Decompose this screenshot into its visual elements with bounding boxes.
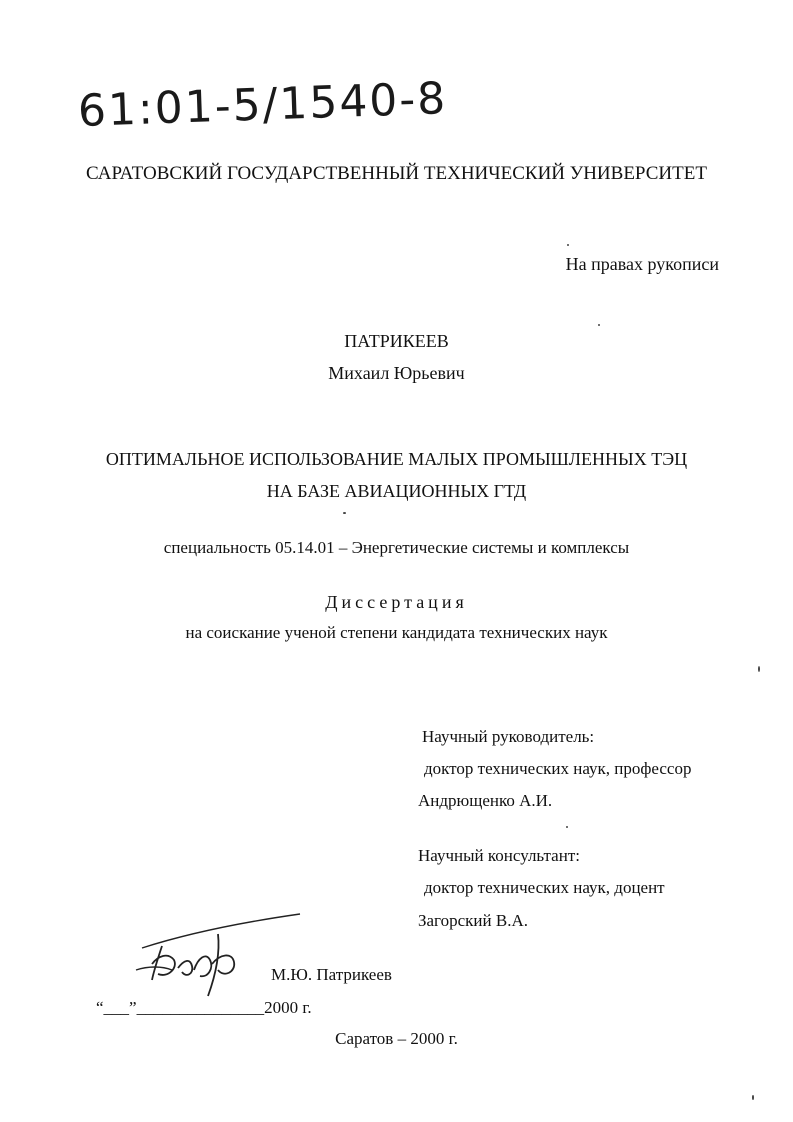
date-year: 2000 г.	[264, 998, 312, 1017]
university-name: САРАТОВСКИЙ ГОСУДАРСТВЕННЫЙ ТЕХНИЧЕСКИЙ УНИВЕРСИТЕТ	[86, 163, 707, 184]
scan-speck	[598, 324, 600, 326]
scan-speck	[567, 244, 569, 246]
scan-speck	[566, 826, 568, 828]
supervisor-label: Научный руководитель:	[422, 727, 595, 746]
scan-speck	[758, 666, 760, 672]
city-year: Саратов – 2000 г.	[335, 1029, 458, 1048]
degree: на соискание ученой степени кандидата технических наук	[185, 623, 608, 642]
date-open-quote: “	[96, 998, 104, 1017]
date-line	[96, 998, 312, 1018]
supervisor-rank: доктор технических наук, профессор	[424, 759, 692, 778]
consultant-rank: доктор технических наук, доцент	[424, 878, 665, 897]
title-line-2: НА БАЗЕ АВИАЦИОННЫХ ГТД	[266, 481, 527, 501]
specialty: специальность 05.14.01 – Энергетические системы и комплексы	[163, 538, 630, 557]
rights-note: На правах рукописи	[565, 254, 719, 274]
date-month-blank: _______________	[136, 998, 265, 1017]
signature-name: М.Ю. Патрикеев	[271, 965, 392, 984]
scan-speck	[343, 512, 346, 514]
signature-scribble	[128, 908, 308, 1000]
author-surname: ПАТРИКЕЕВ	[344, 331, 449, 351]
date-day-blank: ___	[103, 998, 130, 1017]
consultant-name: Загорский В.А.	[418, 911, 528, 930]
work-type: Диссертация	[325, 592, 468, 612]
archive-code: 61:01-5/1540-8	[77, 73, 449, 137]
author-given-names: Михаил Юрьевич	[328, 363, 465, 383]
date-close-quote: ”	[129, 998, 137, 1017]
consultant-label: Научный консультант:	[418, 846, 580, 865]
scan-speck	[752, 1095, 754, 1100]
title-line-1: ОПТИМАЛЬНОЕ ИСПОЛЬЗОВАНИЕ МАЛЫХ ПРОМЫШЛЕННЫХ ТЭЦ	[105, 449, 688, 469]
supervisor-name: Андрющенко А.И.	[418, 791, 553, 810]
